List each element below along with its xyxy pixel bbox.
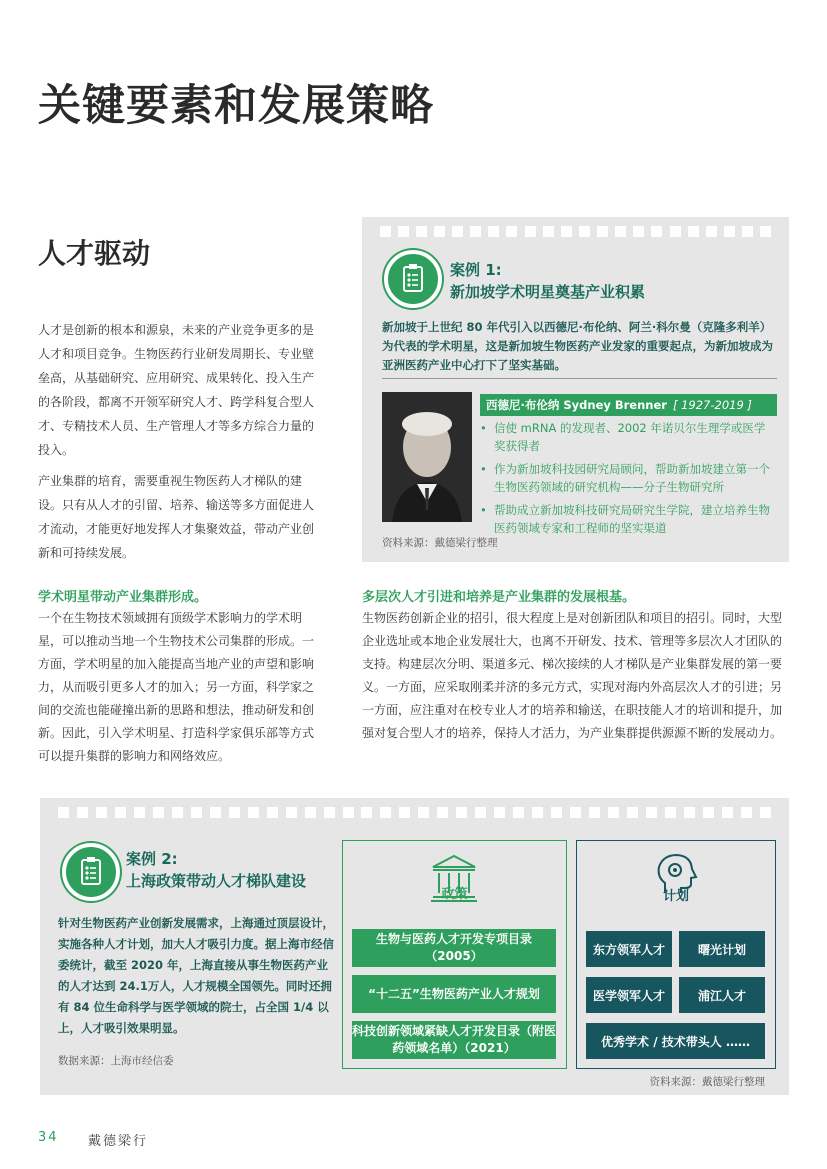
person-name: 西德尼·布伦纳 Sydney Brenner <box>486 398 667 412</box>
clipboard-icon <box>384 250 442 308</box>
case1-intro: 新加坡于上世纪 80 年代引入以西德尼·布伦纳、阿兰·科尔曼（克隆多利羊）为代表的学术明星，这是新加坡生物医药产业发家的重要起点，为新加坡成为亚洲医药产业中心打下了坚实基础。 <box>382 320 773 372</box>
intro-paragraph-1: 人才是创新的根本和源泉，未来的产业竞争更多的是人才和项目竞争。生物医药行业研发周期长、专业壁垒高，从基础研究、应用研究、成果转化、投入生产的各阶段，都离不开领军研究人才、跨学科复合型人才、专精技术人员、生产管理人才等多方综合力量的投入。 <box>38 323 315 457</box>
plan-item: 曙光计划 <box>679 931 765 967</box>
policy-item: “十二五”生物医药产业人才规划 <box>352 975 556 1013</box>
plan-item: 优秀学术 / 技术带头人 …… <box>586 1023 765 1059</box>
footer-brand: 戴德梁行 <box>88 1134 149 1149</box>
plan-item: 东方领军人才 <box>586 931 672 967</box>
person-name-bar <box>480 394 777 416</box>
case2-label: 案例 2: 上海政策带动人才梯队建设 <box>126 850 307 890</box>
case1-source: 资料来源：戴德梁行整理 <box>382 537 498 549</box>
subsection-right-body: 生物医药创新企业的招引，很大程度上是对创新团队和项目的招引。同时，大型企业选址或本地企业发展壮大，也离不开研发、技术、管理等多层次人才团队的支持。构建层次分明、渠道多元、梯次接续的人才梯队是产业集群发展的第一要义。一方面，应采取刚柔并济的多元方式，实现对海内外高层次人才的引进；另一方面，应注重对在校专业人才的培养和输送，在职技能人才的培训和提升，加强对复合型人才的培养，保持人才活力，为产业集群提供源源不断的发展动力。 <box>362 611 783 740</box>
person-years: [ 1927-2019 ] <box>672 398 752 412</box>
list-item: • 帮助成立新加坡科技研究局研究生学院，建立培养生物医药领域专家和工程师的坚实渠道 <box>480 501 772 537</box>
bio-list <box>480 419 772 542</box>
divider <box>382 378 777 379</box>
section-title: 人才驱动 <box>38 237 151 270</box>
policy-item: 科技创新领域紧缺人才开发目录（附医药领域名单）（2021） <box>352 1021 556 1059</box>
case2-box <box>40 798 789 1095</box>
plan-title: 计划 <box>662 889 689 904</box>
subsection-left-heading: 学术明星带动产业集群形成。 <box>38 590 208 605</box>
case2-body: 针对生物医药产业创新发展需求，上海通过顶层设计，实施各种人才计划，加大人才吸引力度。据上海市经信委统计，截至 2020 年，上海直接从事生物医药产业的人才达到 24.1万人，人才规模全国领先。同时还拥有 84 位生命科学与医学领域的院士，占全国 1/4 以上，人才吸引效果明显。 <box>58 916 334 1035</box>
page-title: 关键要素和发展策略 <box>38 81 434 131</box>
subsection-left-body: 一个在生物技术领域拥有顶级学术影响力的学术明星，可以推动当地一个生物技术公司集群的形成。一方面，学术明星的加入能提高当地产业的声望和影响力，从而吸引更多人才的加入；另一方面，科学家之间的交流也能碰撞出新的思路和想法，推动研发和创新。因此，引入学术明星、打造科学家俱乐部等方式可以提升集群的影响力和网络效应。 <box>38 611 315 763</box>
case2-data-source: 数据来源：上海市经信委 <box>58 1055 174 1067</box>
clipboard-icon <box>62 843 120 901</box>
intro-paragraph-2: 产业集群的培育，需要重视生物医药人才梯队的建设。只有从人才的引留、培养、输送等多方面促进人才流动，才能更好地发挥人才集聚效益，带动产业创新和可持续发展。 <box>38 474 315 560</box>
case1-box <box>362 217 789 562</box>
page-number: 34 <box>38 1130 59 1145</box>
list-item: • 信使 mRNA 的发现者、2002 年诺贝尔生理学或医学奖获得者 <box>480 419 772 455</box>
policy-item: 生物与医药人才开发专项目录（2005） <box>352 929 556 967</box>
policy-title: 政策 <box>441 887 468 902</box>
plan-item: 浦江人才 <box>679 977 765 1013</box>
policy-panel <box>342 840 567 1069</box>
case2-source: 资料来源：戴德梁行整理 <box>649 1076 765 1088</box>
list-item: • 作为新加坡科技园研究局顾问，帮助新加坡建立第一个生物医药领域的研究机构——分子生物研究所 <box>480 460 772 496</box>
plan-panel <box>576 840 776 1069</box>
subsection-right-heading: 多层次人才引进和培养是产业集群的发展根基。 <box>362 590 636 605</box>
case1-label: 案例 1: 新加坡学术明星奠基产业积累 <box>450 261 646 301</box>
portrait-photo <box>382 392 472 522</box>
plan-item: 医学领军人才 <box>586 977 672 1013</box>
